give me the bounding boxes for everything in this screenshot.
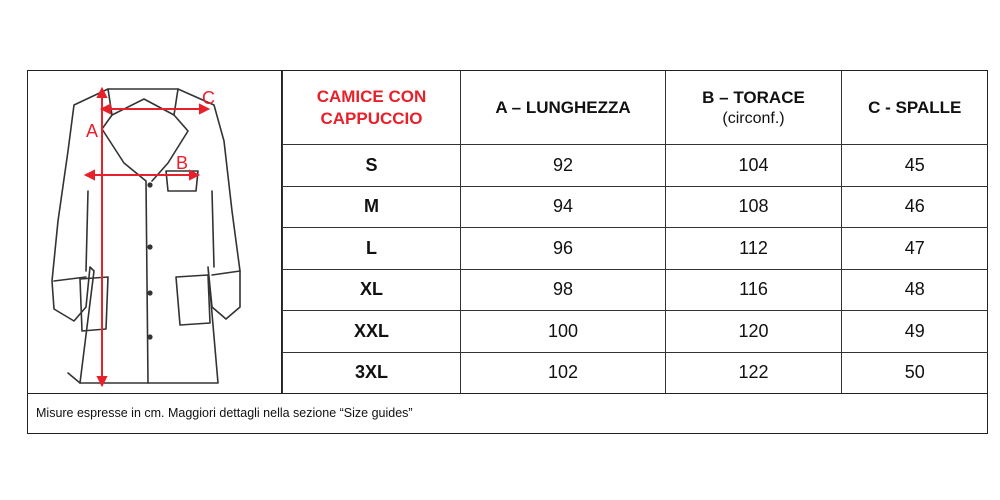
chest-header	[666, 71, 842, 145]
chest-header-sub: (circonf.)	[722, 109, 785, 127]
shoulders-cell: 48	[842, 269, 988, 311]
shoulders-cell: 45	[842, 145, 988, 187]
table-row	[283, 269, 988, 311]
table-row	[283, 186, 988, 228]
chest-cell: 104	[666, 145, 842, 187]
length-cell: 98	[461, 269, 666, 311]
product-name-header: CAMICE CON CAPPUCCIO	[283, 71, 461, 145]
length-cell: 96	[461, 228, 666, 270]
table-row	[283, 228, 988, 270]
shoulders-header: C - SPALLE	[842, 71, 988, 145]
length-cell: 92	[461, 145, 666, 187]
size-cell: XL	[283, 269, 461, 311]
size-chart	[27, 70, 988, 434]
size-cell: 3XL	[283, 352, 461, 393]
shoulders-cell: 49	[842, 311, 988, 353]
size-table	[282, 71, 988, 393]
table-row	[283, 311, 988, 353]
size-cell: S	[283, 145, 461, 187]
label-b: B	[176, 153, 189, 173]
label-a: A	[86, 121, 99, 141]
length-cell: 94	[461, 186, 666, 228]
lab-coat-icon	[28, 71, 282, 393]
shoulders-cell: 47	[842, 228, 988, 270]
header-row	[283, 71, 988, 145]
chest-cell: 112	[666, 228, 842, 270]
chest-cell: 120	[666, 311, 842, 353]
chest-cell: 122	[666, 352, 842, 393]
chest-cell: 108	[666, 186, 842, 228]
length-header: A – LUNGHEZZA	[461, 71, 666, 145]
table-row	[283, 352, 988, 393]
label-c: C	[202, 88, 215, 108]
size-cell: XXL	[283, 311, 461, 353]
size-cell: M	[283, 186, 461, 228]
chest-cell: 116	[666, 269, 842, 311]
shoulders-cell: 50	[842, 352, 988, 393]
footer-note: Misure espresse in cm. Maggiori dettagli nella sezione “Size guides”	[28, 393, 987, 433]
size-cell: L	[283, 228, 461, 270]
shoulders-cell: 46	[842, 186, 988, 228]
chest-header-label: B – TORACE	[702, 87, 805, 107]
length-cell: 102	[461, 352, 666, 393]
coat-illustration	[28, 71, 282, 393]
length-cell: 100	[461, 311, 666, 353]
table-row	[283, 145, 988, 187]
